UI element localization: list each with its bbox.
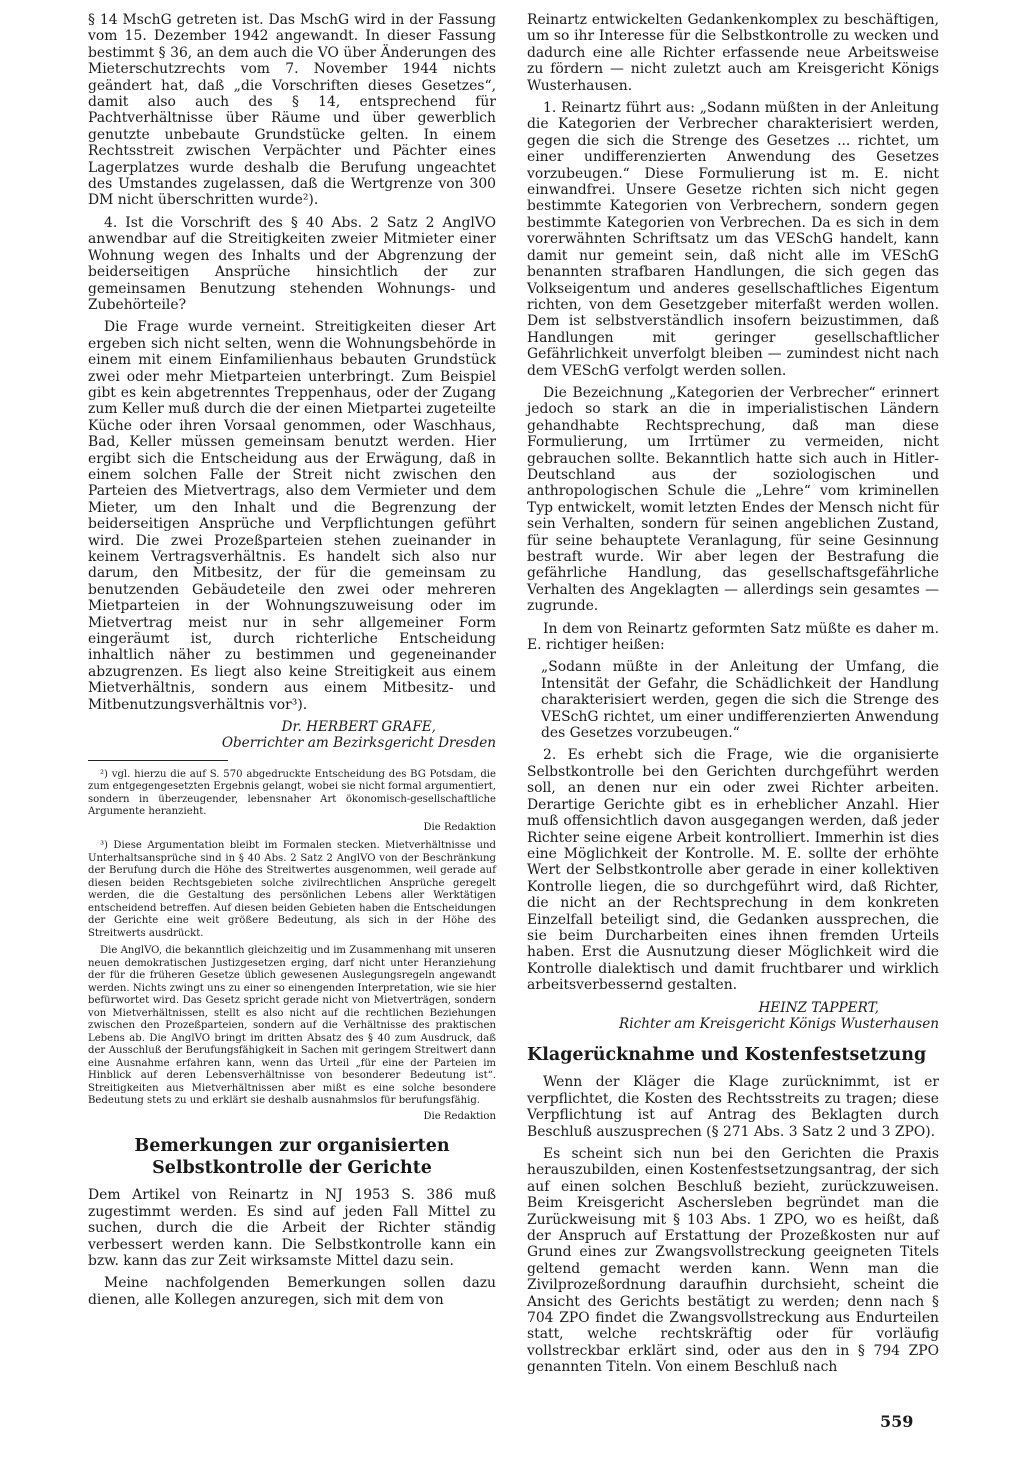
footnote-3-continued: Die AnglVO, die bekanntlich gleichzeitig und im Zusammenhang mit unseren neuen demokratischen Justizgesetzen erging, darf nicht unter Heranziehung der für die früheren Gesetze üblich gewesenen Auslegungsregeln angewandt werden. Nichts zwingt uns zu einer so einengenden Interpretation, wie sie hier befürwortet wird. Das Gesetz spricht gerade nicht von Mietverträgen, sondern von Mietverhältnissen, stellt es also nicht auf die rechtlichen Beziehungen zwischen den Prozeßparteien, sondern auf die Verhältnisse des praktischen Lebens ab. Die AnglVO bringt im dritten Absatz des § 40 zum Ausdruck, daß der Ausschluß der Berufungsfähigkeit in Sachen mit geringem Streitwert dann eine Ausnahme erfahren kann, wenn das Urteil „für eine der Parteien im Hinblick auf deren Lebensverhältnisse von besonderer Bedeutung ist“. Streitigkeiten aus Mietverhältnissen aber mißt es eine solche besondere Bedeutung stets zu und erklärt sie deshalb ausnahmslos für berufungsfähig. [88,945,496,1107]
paragraph: Die Bezeichnung „Kategorien der Verbrecher“ erinnert jedoch so stark an die in imperialistischen Ländern gehandhabte Rechtsprechung, daß man diese Formulierung, um Irrtümer zu vermeiden, nicht gebrauchen sollte. Bekanntlich hatte sich auch in Hitler-Deutschland aus der soziologischen und anthropologischen Schule die „Lehre“ vom kriminellen Typ entwickelt, womit letzten Endes der Mensch nicht für sein Verhalten, sondern für seinen angeblichen Zustand, für seine behauptete Veranlagung, für seine Gesinnung bestraft wurde. Wir aber legen der Bestrafung die gefährliche Handlung, das gesellschaftsgefährliche Verhalten des Angeklagten — allerdings sein gesamtes — zugrunde. [527,384,939,615]
question-paragraph: 4. Ist die Vorschrift des § 40 Abs. 2 Satz 2 AnglVO anwendbar auf die Streitigkeiten zweier Mitmieter einer Wohnung wegen des Inhalts und der Abgrenzung der beiderseitigen Ansprüche hinsichtlich der zur gemeinsamen Benutzung stehenden Wohnungs- und Zubehörteile? [88,214,496,313]
footnote-3: ³) Diese Argumentation bleibt im Formalen stecken. Mietverhältnisse und Unterhaltsansprüche sind in § 40 Abs. 2 Satz 2 AnglVO von der Beschränkung der Berufung durch die Höhe des Streitwertes ausgenommen, weil gerade auf diesen beiden Rechtsgebieten solche zivilrechtlichen Ansprüche geregelt werden, die die Gestaltung des persönlichen Lebens aller Werktätigen entscheidend betreffen. Auf diesen beiden Gebieten haben die Entscheidungen der Gerichte eine weit größere Bedeutung, als sich in der Höhe des Streitwerts ausdrückt. [88,840,496,939]
paragraph: Dem Artikel von Reinartz in NJ 1953 S. 386 muß zugestimmt werden. Es sind auf jeden Fall Mittel zu suchen, durch die die Arbeit der Richter ständig verbessert werden kann. Die Selbstkontrolle kann ein bzw. kann das zur Zeit wirksamste Mittel dazu sein. [88,1187,496,1269]
paragraph: In dem von Reinartz geformten Satz müßte es daher m. E. richtiger heißen: [527,620,939,654]
footnote-2: ²) vgl. hierzu die auf S. 570 abgedruckte Entscheidung des BG Potsdam, die zum entgegengesetzten Ergebnis gelangt, wobei sie nicht formal argumentiert, sondern in überzeugender, lebensnaher Art ökonomisch-gesellschaftliche Argumente heranzieht. [88,768,496,818]
footnote-signature: Die Redaktion [423,1110,496,1122]
paragraph: Meine nachfolgenden Bemerkungen sollen dazu dienen, alle Kollegen anzuregen, sich mit dem von [88,1275,496,1308]
article-heading: Klagerücknahme und Kostenfestsetzung [527,1045,927,1066]
article-heading: Bemerkungen zur organisierten Selbstkontrolle der Gerichte [134,1136,450,1179]
author-name: HEINZ TAPPERT, [758,999,879,1016]
footnote-divider [88,760,228,761]
author-role: Oberrichter am Bezirksgericht Dresden [221,735,496,752]
paragraph: Die Frage wurde verneint. Streitigkeiten dieser Art ergeben sich nicht selten, wenn die Wohnungsbehörde in einem mit einem Einfamilienhaus bebauten Grundstück zwei oder mehr Mietparteien unterbringt. Zum Beispiel gibt es kein abgetrenntes Treppenhaus, oder der Zugang zum Keller muß durch die der einen Mietpartei zugeteilte Küche oder ihren Vorsaal genommen, oder Waschhaus, Bad, Keller müssen gemeinsam benutzt werden. Hier ergibt sich die Entscheidung aus der Erwägung, daß in einem solchen Falle der Streit nicht zwischen den Parteien des Mietvertrags, also dem Vermieter und dem Mieter, um den Inhalt und die Begrenzung der beiderseitigen Ansprüche und Verpflichtungen geführt wird. Die zwei Prozeßparteien stehen zueinander in keinem Vertragsverhältnis. Es handelt sich also nur darum, den Mitbesitz, der für die gemeinsam zu benutzenden Gebäudeteile den zwei oder mehreren Mietparteien in der Wohnungszuweisung oder im Mietvertrag meist nur in sehr allgemeiner Form eingeräumt ist, durch richterliche Entscheidung inhaltlich näher zu bestimmen und gegeneinander abzugrenzen. Es liegt also keine Streitigkeit aus einem Mietverhältnis, sondern aus einem Mitbesitz- und Mitbenutzungsverhältnis vor³). [88,319,496,713]
footnotes [88,769,496,1124]
paragraph: Es scheint sich nun bei den Gerichten die Praxis herauszubilden, einen Kostenfestsetzungsantrag, der sich auf einen solchen Beschluß bezieht, zurückzuweisen. Beim Kreisgericht Aschersleben begründet man die Zurückweisung mit § 103 Abs. 1 ZPO, wo es heißt, daß der Anspruch auf Erstattung der Prozeßkosten nur auf Grund eines zur Zwangsvollstreckung geeigneten Titels geltend gemacht werden kann. Wenn man die Zivilprozeßordnung daraufhin durchsieht, scheint die Ansicht des Gerichts bestätigt zu werden; denn nach § 704 ZPO findet die Zwangsvollstreckung aus Endurteilen statt, welche rechtskräftig oder für vorläufig vollstreckbar erklärt sind, oder aus den in § 794 ZPO genannten Titeln. Von einem Beschluß nach [527,1146,939,1376]
paragraph: Reinartz entwickelten Gedankenkomplex zu beschäftigen, um so ihr Interesse für die Selbstkontrolle zu wecken und dadurch eine alle Richter erfassende neue Arbeitsweise zu fördern — nicht zuletzt auch am Kreisgericht Königs Wusterhausen. [527,12,939,94]
quote-text: „Sodann müßte in der Anleitung der Umfang, die Intensität der Gefahr, die Schädlichkeit der Handlung charakterisiert werden, gegen die sich die Strenge des VESchG richtet, um einer undifferenzierten Anwendung des Gesetzes vorzubeugen.“ [541,659,939,742]
paragraph: 1. Reinartz führt aus: „Sodann müßten in der Anleitung die Kategorien der Verbrecher charakterisiert werden, gegen die sich die Strenge des Gesetzes ... richtet, um einer undifferenzierten Anwendung des Gesetzes vorzubeugen.“ Diese Formulierung ist m. E. nicht einwandfrei. Unsere Gesetze richten sich nicht gegen bestimmte Kategorien von Verbrechern, sondern gegen bestimmte Kategorien von Verbrechen. Da es sich in dem vorerwähnten Schriftsatz um das VESchG handelt, kann damit nur gemeint sein, daß nicht alle im VESchG benannten strafbaren Handlungen, die sich gegen das Volkseigentum und anderes gesellschaftliches Eigentum richten, von dem Gesetzgeber miterfaßt werden wollen. Dem ist selbstverständlich insofern beizustimmen, daß Handlungen mit geringer gesellschaftlicher Gefährlichkeit unverfolgt bleiben — zumindest nicht nach dem VESchG verfolgt werden sollen. [527,100,939,379]
left-column [88,12,496,1314]
right-column [527,12,939,1382]
author-name: Dr. HERBERT GRAFE, [281,719,436,736]
footnote-signature: Die Redaktion [423,821,496,833]
author-role: Richter am Kreisgericht Königs Wusterhausen [619,1015,939,1032]
paragraph: § 14 MschG getreten ist. Das MschG wird in der Fassung vom 15. Dezember 1942 angewandt. In dieser Fassung bestimmt § 36, an dem auch die VO über Änderungen des Mieterschutzrechts vom 7. November 1944 nichts geändert hat, daß „die Vorschriften dieses Gesetzes“, damit also auch des § 14, entsprechend für Pachtverhältnisse über Räume und über gewerblich genutzte unbebaute Grundstücke gelten. In einem Rechtsstreit zwischen Verpächter und Pächter eines Lagerplatzes wurde deshalb die Berufung ungeachtet des Umstandes zugelassen, daß die Wertgrenze von 300 DM nicht überschritten wurde²). [88,12,496,209]
quotation [541,659,939,741]
paragraph: 2. Es erhebt sich die Frage, wie die organisierte Selbstkontrolle bei den Gerichten durchgeführt werden soll, an denen nur ein oder zwei Richter arbeiten. Derartige Gerichte gibt es in erheblicher Anzahl. Hier muß offensichtlich davon ausgegangen werden, daß jeder Richter seine eigene Arbeit kontrolliert. Immerhin ist dies eine Möglichkeit der Kontrolle. M. E. sollte der erhöhte Wert der Selbstkontrolle aber gerade in einer kollektiven Kontrolle liegen, die so durchgeführt wird, daß Richter, die nicht an der Rechtsprechung in dem konkreten Einzelfall beteiligt sind, die Gedanken aussprechen, die sie beim Durcharbeiten eines ihnen fremden Urteils haben. Erst die Ausnutzung dieser Möglichkeit wird die Kontrolle dialektisch und damit fruchtbarer und wirklich arbeitsverbessernd gestalten. [527,747,939,994]
paragraph: Wenn der Kläger die Klage zurücknimmt, ist er verpflichtet, die Kosten des Rechtsstreits zu tragen; diese Verpflichtung ist auf Antrag des Beklagten durch Beschluß auszusprechen (§ 271 Abs. 3 Satz 2 und 3 ZPO). [527,1074,939,1140]
page-number: 559 [880,1412,914,1431]
